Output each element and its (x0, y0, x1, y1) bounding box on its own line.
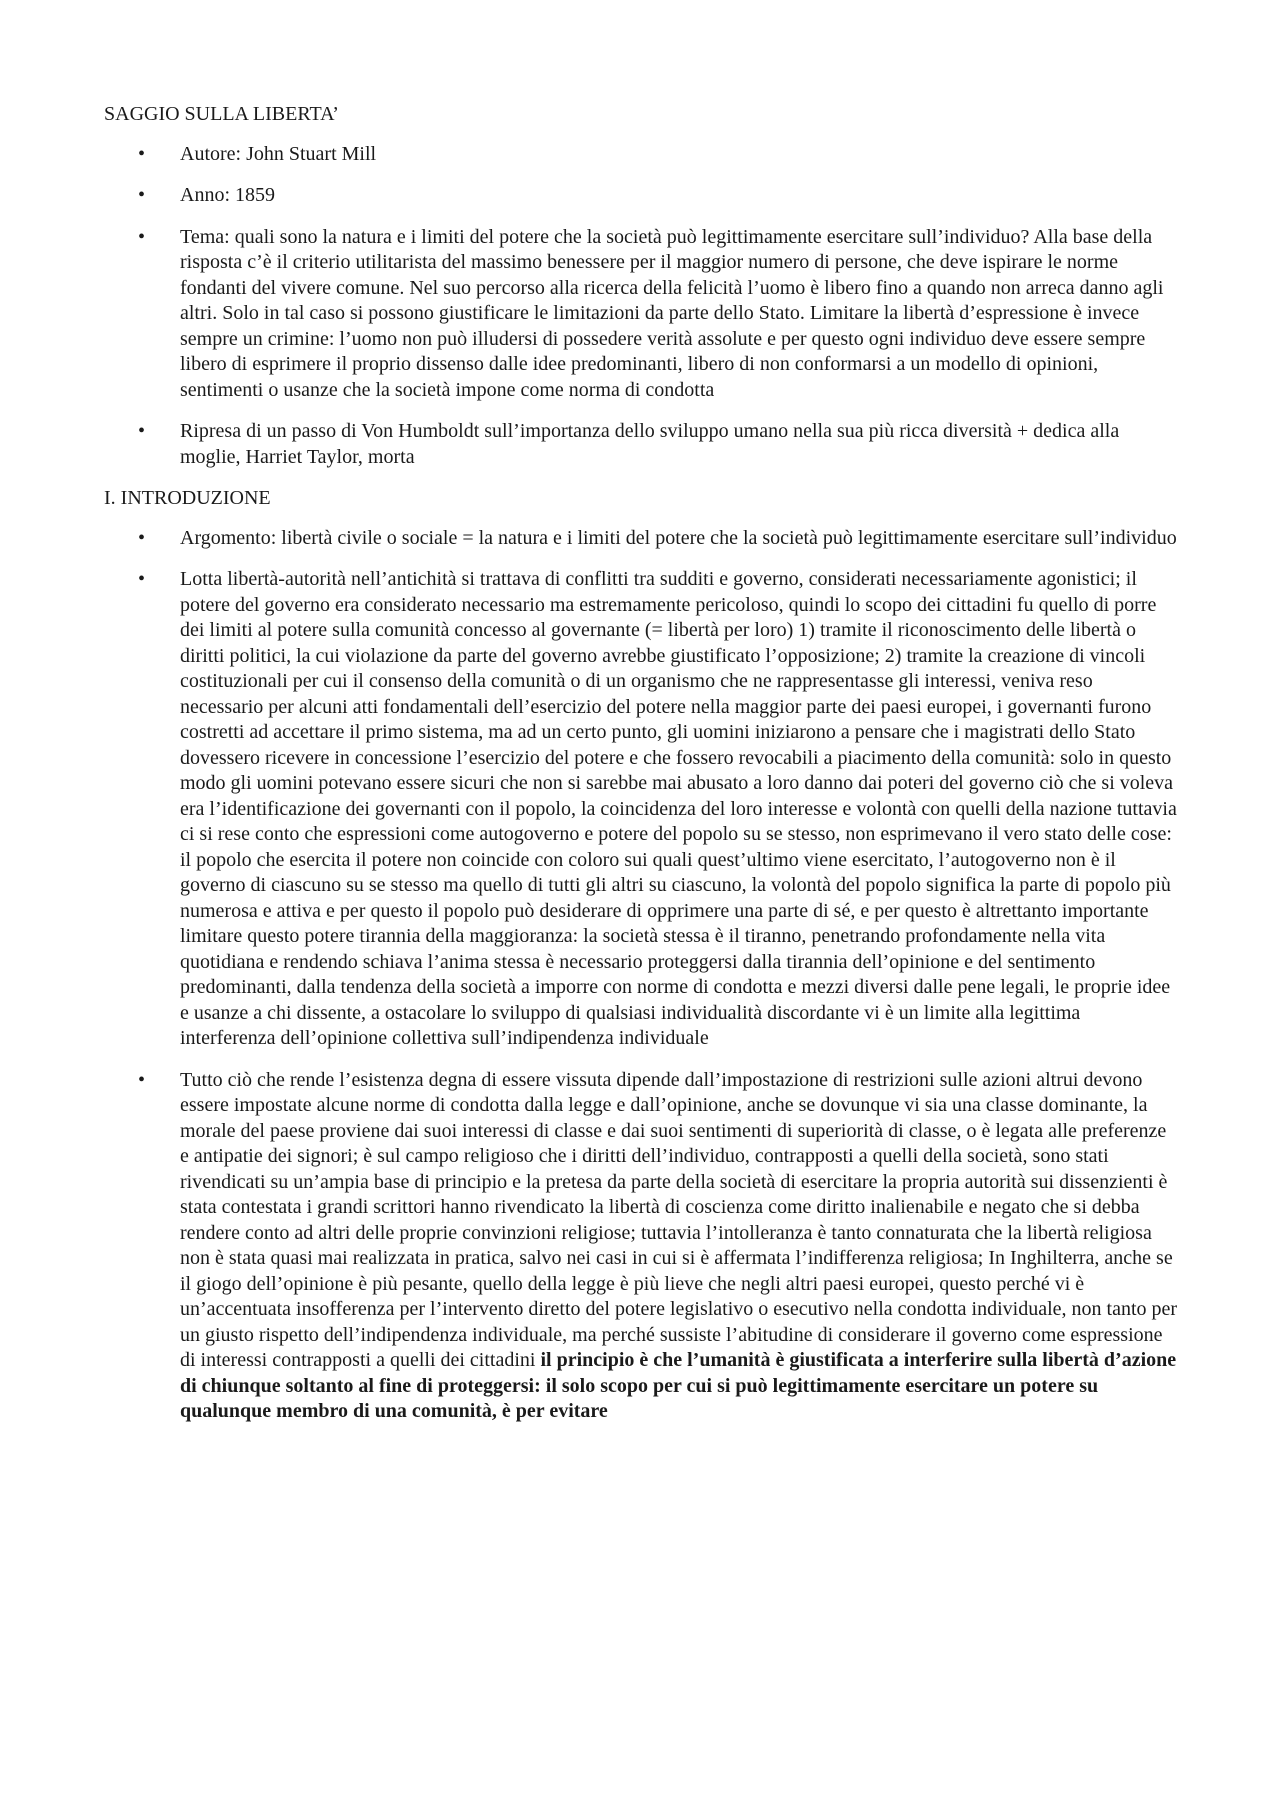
section-bullet-list (104, 526, 1180, 1425)
bullet-text-author: Autore: John Stuart Mill (180, 142, 377, 165)
bullet-icon: • (138, 142, 146, 165)
bullet-text-theme: Tema: quali sono la natura e i limiti del potere che la società può legittimamente esercitare sull’individuo? Alla base della risposta c’è il criterio utilitarista del massimo benessere per il maggior numero di persone, che deve ispirare le norme fondanti del vivere comune. Nel suo percorso alla ricerca della felicità l’uomo è libero fino a quando non arreca danno agli altri. Solo in tal caso si possono giustificare le limitazioni da parte dello Stato. Limitare la libertà d’espressione è invece sempre un crimine: l’uomo non può illudersi di possedere verità assolute e per questo ogni individuo deve essere sempre libero di esprimere il proprio dissenso dalle idee predominanti, libero di non conformarsi a un modello di opinioni, sentimenti o usanze che la società impone come norma di condotta (180, 225, 1164, 401)
bullet-icon: • (138, 568, 146, 590)
bullet-text-principle-bold: il principio è che l’umanità è giustificata a interferire sulla libertà d’azione di chiunque soltanto al fine di proteggersi: il solo scopo per cui si può legittimamente esercitare un potere su qualunque membro di una comunità, è per evitare (180, 1349, 1177, 1422)
bullet-icon: • (138, 420, 146, 442)
bullet-icon: • (138, 526, 146, 549)
bullet-icon: • (138, 184, 146, 206)
bullet-text-struggle: Lotta libertà-autorità nell’antichità si trattava di conflitti tra sudditi e governo, considerati necessariamente agonistici; il potere del governo era considerato necessario ma estremamente pericoloso, quindi lo scopo dei cittadini fu quello di porre dei limiti al potere sulla comunità concesso al governante (= libertà per loro) 1) tramite il riconoscimento delle libertà o diritti politici, la cui violazione da parte del governo avrebbe giustificato l’opposizione; 2) tramite la creazione di vincoli costituzionali per cui il consenso della comunità o di un organismo che ne rappresentasse gli interessi, veniva reso necessario per alcuni atti fondamentali dell’esercizio del potere nella maggior parte dei paesi europei, i governanti furono costretti ad accettare il primo sistema, ma ad un certo punto, gli uomini iniziarono a pensare che i magistrati dello Stato dovessero ricevere in concessione l’esercizio del potere e che fossero revocabili a piacimento della comunità: solo in questo modo gli uomini potevano essere sicuri che non si sarebbe mai abusato a loro danno dai poteri del governo ciò che si voleva era l’identificazione dei governanti con il popolo, la coincidenza del loro interesse e volontà con quelli della nazione tuttavia ci si rese conto che espressioni come autogoverno e potere del popolo su se stesso, non esprimevano il vero stato delle cose: il popolo che esercita il potere non coincide con coloro sui quali quest’ultimo viene esercitato, l’autogoverno non è il governo di ciascuno su se stesso ma quello di tutti gli altri su ciascuno, la volontà del popolo significa la parte di popolo più numerosa e attiva e per questo il popolo può desiderare di opprimere una parte di sé, e per questo è altrettanto importante limitare questo potere tirannia della maggioranza: la società stessa è il tiranno, penetrando profondamente nella vita quotidiana e rendendo schiava l’anima stessa è necessario proteggersi dalla tirannia dell’opinione e del sentimento predominanti, dalla tendenza della società a imporre con norme di condotta e mezzi diversi dalle pene legali, le proprie idee e usanze a chi dissente, a ostacolare lo sviluppo di qualsiasi individualità discordante vi è un limite alla legittima interferenza dell’opinione collettiva sull’indipendenza individuale (180, 568, 1177, 1049)
list-item (104, 142, 1180, 168)
intro-bullet-list (104, 142, 1180, 471)
list-item (104, 183, 1180, 209)
bullet-text-restrictions: Tutto ciò che rende l’esistenza degna di essere vissuta dipende dall’impostazione di restrizioni sulle azioni altrui devono essere impostate alcune norme di condotta dalla legge e dall’opinione, anche se dovunque vi sia una classe dominante, la morale del paese proviene dai suoi interessi di classe e dai suoi sentimenti di superiorità di classe, o è legata alle preferenze e antipatie dei signori; è sul campo religioso che i diritti dell’individuo, contrapposti a quelli della società, sono stati rivendicati su un’ampia base di principio e la pretesa da parte della società di esercitare la propria autorità sui dissenzienti è stata contestata i grandi scrittori hanno rivendicato la libertà di coscienza come diritto inalienabile e negato che si debba rendere conto ad altri delle proprie convinzioni religiose; tuttavia l’intolleranza è tanto connaturata che la libertà religiosa non è stata quasi mai realizzata in pratica, salvo nei casi in cui si è affermata l’indifferenza religiosa; In Inghilterra, anche se il giogo dell’opinione è più pesante, quello della legge è più lieve che negli altri paesi europei, questo perché vi è un’accentuata insofferenza per l’intervento diretto del potere legislativo o esecutivo nella condotta individuale, non tanto per un giusto rispetto dell’indipendenza individuale, ma perché sussiste l’abitudine di considerare il governo come espressione di interessi contrapposti a quelli dei cittadini (180, 1068, 1178, 1371)
bullet-text-argument: Argomento: libertà civile o sociale = la natura e i limiti del potere che la società può legittimamente esercitare sull’individuo (180, 526, 1177, 549)
bullet-text-year: Anno: 1859 (180, 184, 275, 206)
list-item (104, 526, 1180, 552)
list-item (104, 419, 1180, 470)
bullet-icon: • (138, 1068, 146, 1091)
bullet-icon: • (138, 225, 146, 248)
list-item (104, 567, 1180, 1052)
bullet-text-humboldt: Ripresa di un passo di Von Humboldt sull’importanza dello sviluppo umano nella sua più ricca diversità + dedica alla moglie, Harriet Taylor, morta (180, 420, 1120, 468)
list-item (104, 225, 1180, 404)
document-title: SAGGIO SULLA LIBERTA’ (104, 103, 339, 125)
section-title: I. INTRODUZIONE (104, 487, 271, 509)
list-item (104, 1068, 1180, 1425)
